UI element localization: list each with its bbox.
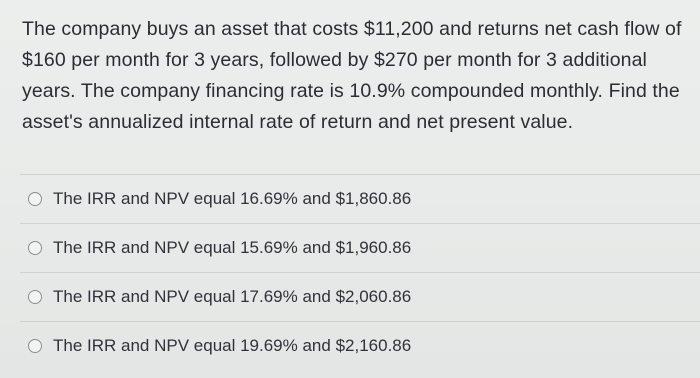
question-text	[22, 14, 700, 138]
question-line: The company buys an asset that costs $11,200 and returns net cash flow of	[22, 18, 682, 40]
question-line: years. The company financing rate is 10.9% compounded monthly. Find the	[22, 80, 680, 102]
answer-option-label: The IRR and NPV equal 15.69% and $1,960.86	[53, 238, 412, 257]
radio-button[interactable]	[28, 192, 42, 206]
answer-option-2[interactable]	[0, 224, 700, 272]
answer-option-label: The IRR and NPV equal 16.69% and $1,860.86	[53, 189, 412, 208]
answer-option-label: The IRR and NPV equal 17.69% and $2,060.86	[53, 287, 412, 306]
answer-options	[0, 174, 700, 370]
answer-option-3[interactable]	[0, 273, 700, 321]
answer-option-label: The IRR and NPV equal 19.69% and $2,160.86	[53, 336, 412, 355]
answer-option-4[interactable]	[0, 322, 700, 370]
question-line: $160 per month for 3 years, followed by $270 per month for 3 additional	[22, 49, 647, 71]
question-line: asset's annualized internal rate of return and net present value.	[22, 111, 574, 133]
radio-button[interactable]	[28, 339, 42, 353]
radio-button[interactable]	[28, 290, 42, 304]
answer-option-1[interactable]	[0, 175, 700, 223]
radio-button[interactable]	[28, 241, 42, 255]
